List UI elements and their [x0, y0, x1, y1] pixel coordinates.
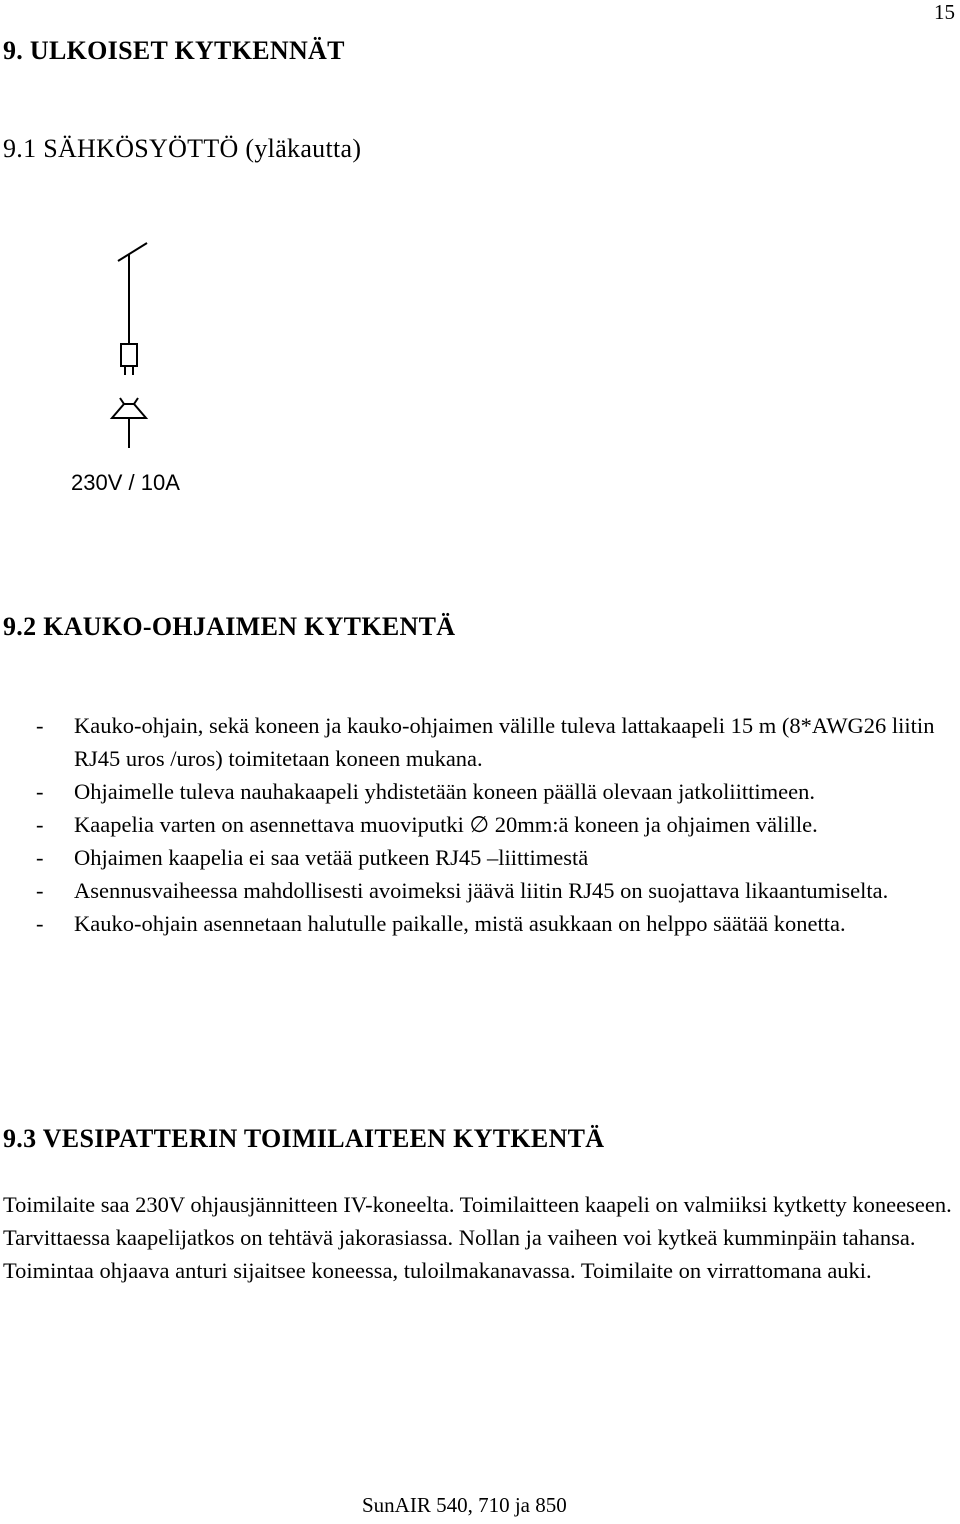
socket-top-left	[120, 398, 124, 404]
section-93-heading: 9.3 VESIPATTERIN TOIMILAITEEN KYTKENTÄ	[3, 1124, 605, 1153]
actuator-paragraph: Toimilaite saa 230V ohjausjännitteen IV-koneelta. Toimilaitteen kaapeli on valmiiksi kytketty koneeseen. Tarvittaessa kaapelijatkos on tehtävä jakorasiassa. Nollan ja vaiheen voi kytkeä kumminpäin tahansa. Toimintaa ohjaava anturi sijaitsee koneessa, tuloilmakanavassa. Toimilaite on virrattomana auki.	[3, 1192, 952, 1283]
dash-bullet: -	[36, 779, 44, 804]
list-item	[36, 907, 956, 940]
list-item	[36, 709, 956, 775]
list-item-text: Ohjaimelle tuleva nauhakaapeli yhdistetään koneen päällä olevaan jatkoliittimeen.	[74, 779, 815, 804]
power-rating-label: 230V / 10A	[71, 470, 180, 495]
dash-bullet: -	[36, 713, 44, 738]
list-item-text: Kauko-ohjain, sekä koneen ja kauko-ohjaimen välille tuleva lattakaapeli 15 m (8*AWG26 liitin RJ45 uros /uros) toimitetaan koneen mukana.	[74, 713, 935, 771]
section-92-heading: 9.2 KAUKO-OHJAIMEN KYTKENTÄ	[3, 612, 456, 641]
switch-stroke	[118, 243, 147, 261]
list-item	[36, 841, 956, 874]
footer-product-name: SunAIR 540, 710 ja 850	[362, 1493, 567, 1517]
dash-bullet: -	[36, 812, 44, 837]
chapter-heading: 9. ULKOISET KYTKENNÄT	[3, 36, 345, 65]
section-91-heading: 9.1 SÄHKÖSYÖTTÖ (yläkautta)	[3, 134, 362, 163]
remote-control-instructions-list	[36, 709, 956, 940]
list-item-text: Kauko-ohjain asennetaan halutulle paikalle, mistä asukkaan on helppo säätää konetta.	[74, 911, 846, 936]
list-item-text: Kaapelia varten on asennettava muoviputki ∅ 20mm:ä koneen ja ohjaimen välille.	[74, 812, 818, 837]
plug-body	[121, 344, 137, 366]
page-number: 15	[934, 0, 955, 24]
power-plug-symbol	[100, 238, 160, 454]
list-item	[36, 874, 956, 907]
dash-bullet: -	[36, 878, 44, 903]
socket-cup	[112, 404, 146, 418]
socket-top-right	[134, 398, 138, 404]
list-item	[36, 775, 956, 808]
dash-bullet: -	[36, 911, 44, 936]
list-item-text: Ohjaimen kaapelia ei saa vetää putkeen RJ45 –liittimestä	[74, 845, 589, 870]
list-item	[36, 808, 956, 841]
dash-bullet: -	[36, 845, 44, 870]
list-item-text: Asennusvaiheessa mahdollisesti avoimeksi jäävä liitin RJ45 on suojattava likaantumiselta.	[74, 878, 889, 903]
